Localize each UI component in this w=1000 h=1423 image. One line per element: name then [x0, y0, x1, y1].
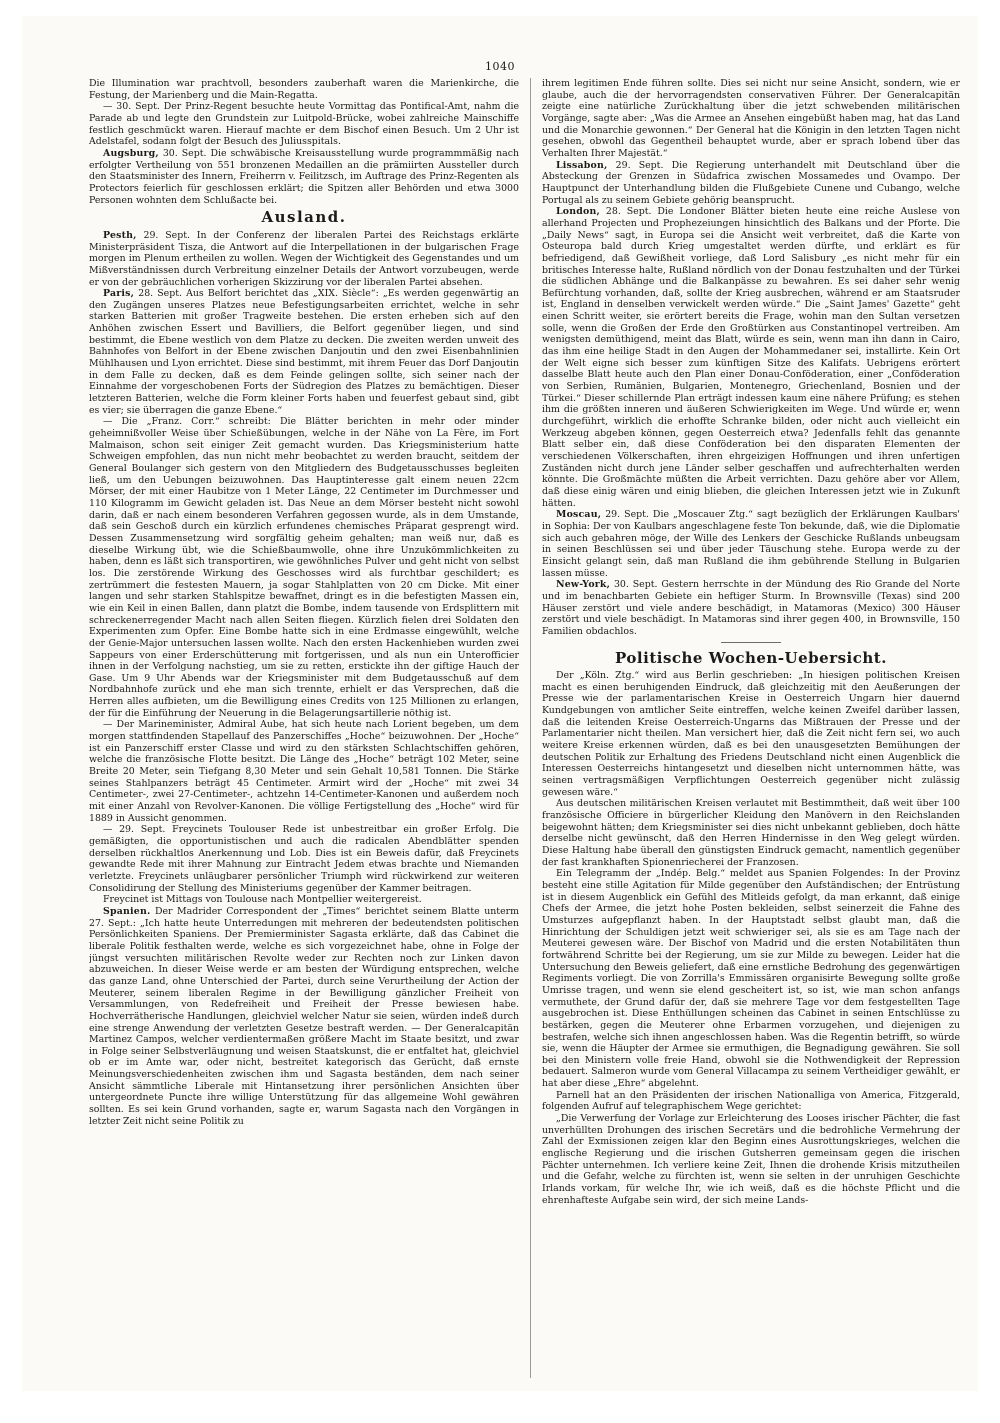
column-divider: [530, 78, 531, 1378]
dateline-augsburg: Augsburg,: [103, 147, 159, 159]
article-new-york: [542, 579, 960, 637]
left-column: [89, 78, 519, 1378]
article-koeln-berlin: Der „Köln. Ztg.“ wird aus Berlin geschrieben: „In hiesigen politischen Kreisen macht es einen beruhigenden Eindruck, daß gleichzeitig mit den Aeußerungen der Presse wie der parlamentarischen Kreise in Oesterreich Ungarn hier dauernd Kundgebungen von amtlicher Seite eintreffen, welche keinen Zweifel darüber lassen, daß die leitenden Kreise Oesterreich-Ungarns das Mißtrauen der Presse und der Parlamentarier nicht theilen. Man versichert hier, daß die Zeit nicht fern sei, wo auch weitere Kreise erkennen würden, daß es bei den unausgesetzten Bemühungen der deutschen Politik zur Erhaltung des Friedens Deutschland nicht einen Augenblick die Interessen Oesterreichs hintangesetzt und dieselben nicht unternommen hätte, was seinen vertragsmäßigen Verpflichtungen Oesterreich gegenüber nicht zulässig gewesen wäre.“: [542, 670, 960, 798]
dateline-spanien: Spanien.: [103, 905, 151, 917]
article-moscau: [542, 509, 960, 579]
article-marine-minister: — Der Marineminister, Admiral Aube, hat sich heute nach Lorient begeben, um dem morgen stattfindenden Stapellauf des Panzerschiffes „Hoche“ beizuwohnen. Der „Hoche“ ist ein Panzerschiff erster Classe und wird zu den stärksten Schlachtschiffen gehören, welche die französische Flotte besitzt. Die Länge des „Hoche“ beträgt 102 Meter, seine Breite 20 Meter, sein Tiefgang 8,30 Meter und sein Gehalt 10,581 Tonnen. Die Stärke seines Stahlpanzers beträgt 45 Centimeter. Armirt wird der „Hoche“ mit zwei 34 Centimeter-, zwei 27-Centimeter-, achtzehn 14-Centimeter-Kanonen und außerdem noch mit einer Anzahl von Revolver-Kanonen. Die völlige Fertigstellung des „Hoche“ wird für 1889 in Aussicht genommen.: [89, 719, 519, 824]
article-new-york-text: 30. Sept. Gestern herrschte in der Mündung des Rio Grande del Norte und im benachbarten Gebiete ein heftiger Sturm. In Brownsville (Texas) sind 200 Häuser zerstört und viele andere beschädigt, in Matamoras (Mexico) 300 Häuser zerstört und viele beschädigt. In Matamoras sind ihrer gegen 400, in Brownsville, 150 Familien obdachlos.: [542, 579, 960, 637]
dateline-paris: Paris,: [103, 288, 135, 300]
dateline-new-york: New-York,: [556, 579, 611, 591]
article-indep-belg-spanien: Ein Telegramm der „Indép. Belg.“ meldet aus Spanien Folgendes: In der Provinz besteht eine stille Agitation für Milde gegenüber den Aufständischen; der Entrüstung ist in diesem Augenblick ein Gefühl des Mitleids gefolgt, da man erkannt, daß einige Chefs der Armee, die jetzt hohe Posten bekleiden, selbst seinerzeit die Fahne des Umsturzes aufgepflanzt haben. In der Hauptstadt selbst glaubt man, daß die Hinrichtung der Schuldigen jetzt weit schwieriger sei, als sie es am Tage nach der Meuterei gewesen wäre. Der Bischof von Madrid und die ersten Notabilitäten thun fortwährend Schritte bei der Regierung, um sie zur Milde zu bewegen. Leider hat die Untersuchung den Beweis geliefert, daß eine ernstliche Bedrohung des gegenwärtigen Regiments vorliegt. Die von Zorrilla's Emmissären organisirte Bewegung sollte große Umrisse tragen, und wenn sie elend gescheitert ist, so ist, wie man schon anfangs vermuthete, der Grund dafür der, daß sie mehrere Tage vor dem festgestellten Tage ausgebrochen ist. Diese Enthüllungen scheinen das Cabinet in seinen Entschlüsse zu bestärken, gegen die Meuterer ohne Erbarmen vorzugehen, und diejenigen zu bestrafen, welche sich ihnen angeschlossen haben. Was die Regentin betrifft, so würde sie, wenn die Häupter der Armee sie ermuthigen, die Begnadigung gewähren. Sie soll bei den Ministern volle freie Hand, obwohl sie die Nothwendigkeit der Repression bedauert. Salmeron wurde vom General Villacampa zu seinem Vertheidiger gewählt, er hat aber diese „Ehre“ abgelehnt.: [542, 868, 960, 1090]
article-pesth: [89, 230, 519, 288]
article-london: [542, 206, 960, 509]
article-augsburg-text: 30. Sept. Die schwäbische Kreisausstellung wurde programmmäßig nach erfolgter Vertheilung von 551 bronzenen Medaillen an die prämiirten Aussteller durch den Staatsminister des Innern, Freiherrn v. Feilitzsch, im Auftrage des Prinz-Regenten als Protectors feierlich für geschlossen erklärt; die Spitzen aller Behörden und etwa 3000 Personen wohnten dem Schlußacte bei.: [89, 147, 519, 206]
section-heading-wochen-uebersicht: Politische Wochen-Uebersicht.: [615, 648, 887, 667]
article-lissabon-text: 29. Sept. Die Regierung unterhandelt mit Deutschland über die Absteckung der Grenzen in Südafrica zwischen Mossamedes und Ovampo. Der Hauptpunct der Unterhandlung bilden die Flußgebiete Cunene und Cubango, welche Portugal als zu seinem Gebiete gehörig beansprucht.: [542, 159, 960, 206]
dateline-lissabon: Lissabon,: [556, 159, 608, 171]
article-wuerzburg-illumination: Die Illumination war prachtvoll, besonders zauberhaft waren die Marienkirche, die Festung, der Marienberg und die Main-Regatta.: [89, 78, 519, 101]
article-franz-corr: — Die „Franz. Corr.“ schreibt: Die Blätter berichten in mehr oder minder geheimnißvoller Weise über Schießübungen, welche in der Nähe von La Fère, im Fort Malmaison, schon seit einiger Zeit gemacht wurden. Das Kriegsministerium hatte Schweigen empfohlen, das nun nicht mehr beobachtet zu werden braucht, seitdem der General Boulanger sich gestern von den Mitgliedern des Budgetausschusses begleiten ließ, um den Uebungen beizuwohnen. Das Hauptinteresse galt einem neuen 22cm Mörser, der mit einer Haubitze von 1 Meter Länge, 22 Centimeter im Durchmesser und 110 Kilogramm im Gewicht geladen ist. Das Neue an dem Mörser besteht nicht sowohl darin, daß er nach einem besonderen Verfahren gegossen wurde, als in dem Umstande, daß sein Geschoß durch ein kürzlich erfundenes chemisches Präparat gesprengt wird. Dessen Zusammensetzung wird sorgfältig geheim gehalten; man weiß nur, daß es dieselbe Wirkung übt, wie die Schießbaumwolle, ohne ihre Unzukömmlichkeiten zu haben, denn es läßt sich transportiren, wie gewöhnliches Pulver und geht nicht von selbst los. Die zerstörende Wirkung des Geschosses wird als furchtbar geschildert; es zertrümmert die festesten Mauern, ja sogar Stahlplatten von 20 cm Dicke. Mit einer langen und sehr starken Stahlspitze bewaffnet, dringt es in die befestigten Massen ein, wie ein Keil in einen Ballen, dann platzt die Bombe, indem tausende von Erdsplittern mit schreckenerregender Macht nach allen Seiten fliegen. Kürzlich fielen drei Soldaten den Experimenten zum Opfer. Eine Bombe hatte sich in eine Erdmasse eingewühlt, welche der Genie-Major untersuchen lassen wollte. Nach den ersten Hackenhieben wurden zwei Sappeurs von einer Erderschütterung mit fortgerissen, und als nun ein Unterofficier ihnen in der Verfolgung nachstieg, um sie zu retten, erstickte ihn der giftige Hauch der Gase. Um 9 Uhr Abends war der Kriegsminister mit dem Budgetausschuß auf dem Nordbahnhofe zurück und ehe man sich trennte, erhielt er das Versprechen, daß die Herren alles aufbieten, um die Bewilligung eines Credits von 125 Millionen zu erlangen, der für die Einführung der Neuerung in die Belagerungsartillerie nöthig ist.: [89, 416, 519, 719]
article-parnell-appeal: „Die Verwerfung der Vorlage zur Erleichterung des Looses irischer Pächter, die fast unverhüllten Drohungen des irischen Secretärs und die bedrohliche Vermehrung der Zahl der Exmissionen zeigen klar den Beginn eines Ausrottungskrieges, welchen die englische Regierung und die irischen Gutsherren gemeinsam gegen die irischen Pächter unternehmen. Ich verliere keine Zeit, Ihnen die drohende Krisis mitzutheilen und die Gefahr, welche zu fürchten ist, wenn sie selten in der unruhigen Geschichte Irlands vorkam, für welche Ihr, wie ich weiß, daß es die höchste Pflicht und die ehrenhafteste Aufgabe sein wird, der sich meine Lands-: [542, 1113, 960, 1206]
section-divider: [721, 642, 781, 643]
section-heading-ausland: Ausland.: [261, 208, 347, 227]
page-number: 1040: [485, 60, 515, 73]
dateline-london: London,: [556, 206, 600, 218]
article-paris-text: 28. Sept. Aus Belfort berichtet das „XIX. Siècle“: „Es werden gegenwärtig an den Zugängen unseres Platzes neue Befestigungsarbeiten errichtet, welche in sehr starken Batterien mit großer Tragweite bestehen. Die ersten erheben sich auf den Anhöhen zwischen Essert und Bavilliers, die Belfort gegenüber liegen, und sind bestimmt, die Ebene westlich von dem Platze zu decken. Die zweiten werden unweit des Bahnhofes von Belfort in der Ebene zwischen Danjoutin und den zwei Eisenbahnlinien Mühlhausen und Lyon errichtet. Diese sind bestimmt, mit ihrem Feuer das Dorf Danjoutin in dem Falle zu decken, daß es dem Feinde gelingen sollte, sich seiner nach der Einnahme der vorgeschobenen Forts der Südregion des Platzes zu bemächtigen. Dieser letzteren Batterien, welche die Form kleiner Forts haben und feuerfest gebaut sind, gibt es vier; sie überragen die ganze Ebene.“: [89, 288, 519, 416]
article-freycinet-travel: Freycinet ist Mittags von Toulouse nach Montpellier weitergereist.: [103, 894, 422, 906]
article-moscau-text: 29. Sept. Die „Moscauer Ztg.“ sagt bezüglich der Erklärungen Kaulbars' in Sophia: Der von Kaulbars angeschlagene feste Ton bekunde, daß, wie die Diplomatie sich auch gebahren möge, der Wille des Lenkers der Geschicke Rußlands unbeugsam in seinen Beschlüssen sei und über jeder Täuschung stehe. Europa werde zu der Einsicht gelangt sein, daß man Rußland die ihm gebührende Stellung in Bulgarien lassen müsse.: [542, 509, 960, 579]
dateline-pesth: Pesth,: [103, 229, 137, 241]
right-column: [542, 78, 960, 1378]
article-spanien-continued: ihrem legitimen Ende führen sollte. Dies sei nicht nur seine Ansicht, sondern, wie er glaube, auch die der hervorragendsten conservativen Führer. Der Generalcapitän zeigte eine natürliche Zurückhaltung über die jetzt schwebenden militärischen Vorgänge, sagte aber: „Was die Armee an Ansehen eingebüßt haben mag, hat das Land und die Monarchie gewonnen.“ Der General hat die Königin in den letzten Tagen nicht gesehen, obwohl das Gegentheil behauptet wurde, aber er sprach lobend über das Verhalten Ihrer Majestät.“: [542, 78, 960, 159]
article-london-text: 28. Sept. Die Londoner Blätter bieten heute eine reiche Auslese von allerhand Projecten und Prophezeiungen hinsichtlich des Balkans und der Pforte. Die „Daily News“ sagt, in Europa sei die Ansicht weit verbreitet, daß die Karte von Osteuropa bald durch Krieg umgestaltet werden dürfte, und erklärt es für befriedigend, daß Gewißheit vorliege, daß Lord Salisbury „es nicht mehr für ein britisches Interesse halte, Rußland nördlich von der Donau festzuhalten und der Türkei die südlichen Abhänge und die Balkanpässe zu bewahren. Es sei daher sehr wenig Befürchtung vorhanden, daß, sollte der Krieg ausbrechen, während er am Staatsruder ist, England in denselben verwickelt werden würde.“ Die „Saint James' Gazette“ geht einen Schritt weiter, sie erörtert bereits die Frage, wohin man den Sultan versetzen solle, wenn die Großen der Erde den Großtürken aus Constantinopel vertreiben. Am wenigsten demüthigend, meint das Blatt, würde es sein, wenn man ihn dann in Cairo, das ihm eine heilige Stadt in den Augen der Mohammedaner sei, installirte. Kein Ort der Welt eigne sich besser zum künftigen Sitze des Kalifats. Uebrigens erörtert dasselbe Blatt heute auch den Plan einer Donau-Conföderation, einer „Conföderation von Serbien, Rumänien, Bulgarien, Montenegro, Griechenland, Bosnien und der Türkei.“ Dieser schillernde Plan erträgt indessen kaum eine nähere Prüfung; es stehen ihm die größten inneren und äußeren Schwierigkeiten im Wege. Und würde er, wenn durchgeführt, wirklich die erhoffte Schranke bilden, oder nicht auch vielleicht ein Werkzeug abgeben können, gegen Oesterreich etwa? Jedenfalls fehlt das genannte Blatt selber ein, daß diese Conföderation bei den disparaten Elementen der verschiedenen Völkerschaften, ihren ehrgeizigen Hoffnungen und ihren unfertigen Zuständen nicht durch jene Länder selber geschaffen und aufrechterhalten werden könnte. Die Großmächte müßten die Arbeit verrichten. Dazu gehöre aber vor Allem, daß diese einig wären und einig blieben, die gleichen Interessen jetzt wie in Zukunft hätten.: [542, 206, 960, 509]
article-paris: [89, 288, 519, 416]
newspaper-page: [22, 16, 978, 1391]
article-wuerzburg-prince-regent: — 30. Sept. Der Prinz-Regent besuchte heute Vormittag das Pontifical-Amt, nahm die Parade ab und legte den Grundstein zur Luitpold-Brücke, wobei zahlreiche Mainschiffe festlich geschmückt waren. Hierauf machte er dem Bischof einen Besuch. Um 2 Uhr ist Adelstafel, sodann folgt der Besuch des Juliusspitals.: [89, 101, 519, 148]
article-lissabon: [542, 160, 960, 207]
article-spanien: [89, 906, 519, 1127]
article-pesth-text: 29. Sept. In der Conferenz der liberalen Partei des Reichstags erklärte Ministerpräsident Tisza, die Antwort auf die Interpellationen in der bulgarischen Frage morgen im Plenum ertheilen zu wollen. Wegen der Wichtigkeit des Gegenstandes und um Mißverständnissen durch Verbreitung einzelner Details der Antwort vorzubeugen, werde er von der gebräuchlichen vorherigen Skizzirung vor der liberalen Partei absehen.: [89, 229, 519, 288]
article-parnell: Parnell hat an den Präsidenten der irischen Nationalliga von America, Fitzgerald, folgenden Aufruf auf telegraphischem Wege gerichtet:: [542, 1089, 960, 1113]
article-augsburg: [89, 148, 519, 206]
article-spanien-text: Der Madrider Correspondent der „Times“ berichtet seinem Blatte unterm 27. Sept.: „Ich hatte heute Unterredungen mit mehreren der bedeutendsten politischen Persönlichkeiten Spaniens. Der Premierminister Sagasta erklärte, daß das Cabinet die liberale Politik festhalten werde, welche es sich vorgezeichnet habe, ohne in Folge der jüngst versuchten militärischen Revolte weder zur Rechten noch zur Linken davon abzuweichen. In dieser Weise werde er am besten der Würdigung entsprechen, welche das ganze Land, ohne Unterschied der Partei, durch seine Verurtheilung der Action der Meuterer, seinem liberalen Regime in der Bewilligung gänzlicher Freiheit von Versammlungen, von Redefreiheit und Freiheit der Presse bewiesen habe. Hochverrätherische Handlungen, gleichviel welcher Natur sie seien, würden indeß durch eine strenge Anwendung der verletzten Gesetze bestraft werden. — Der Generalcapitän Martinez Campos, welcher verdientermaßen größere Macht im Staate besitzt, und zwar in Folge seiner Selbstverläugnung und weisen Staatskunst, die er entfaltet hat, gleichviel ob er im Amte war, oder nicht, bestreitet kategorisch das Gerücht, daß ernste Meinungsverschiedenheiten zwischen ihm und Sagasta beständen, dem nach seiner Ansicht sämmtliche Liberale mit Hintansetzung ihrer persönlichen Ansichten über untergeordnete Puncte ihre willige Unterstützung für das allgemeine Wohl gewähren sollten. Es sei kein Grund vorhanden, sagte er, warum Sagasta nach den Vorgängen in letzter Zeit nicht seine Politik zu: [89, 905, 519, 1127]
article-french-officers: Aus deutschen militärischen Kreisen verlautet mit Bestimmtheit, daß weit über 100 französische Officiere in bürgerlicher Kleidung den Manövern in den Reichslanden beigewohnt hätten; dem Kriegsminister sei dies nicht unbekannt geblieben, doch hätte derselbe nicht gewünscht, daß den Herren Hindernisse in den Weg gelegt würden. Diese Haltung habe überall den günstigsten Eindruck gemacht, namentlich gegenüber der fast krankhaften Spionenriecherei der Franzosen.: [542, 798, 960, 868]
article-freycinet-speech: — 29. Sept. Freycinets Toulouser Rede ist unbestreitbar ein großer Erfolg. Die gemäßigten, die opportunistischen und auch die radicalen Abendblätter spenden derselben rückhaltlos Anerkennung und Lob. Dies ist ein Beweis dafür, daß Freycinets gewandte Rede mit ihrer Mahnung zur Eintracht Jedem etwas brachte und Niemanden verletzte. Freycinets unläugbarer persönlicher Triumph wird rückwirkend zur weiteren Consolidirung der Stellung des Ministeriums gegenüber der Kammer beitragen.: [89, 824, 519, 894]
dateline-moscau: Moscau,: [556, 509, 602, 521]
